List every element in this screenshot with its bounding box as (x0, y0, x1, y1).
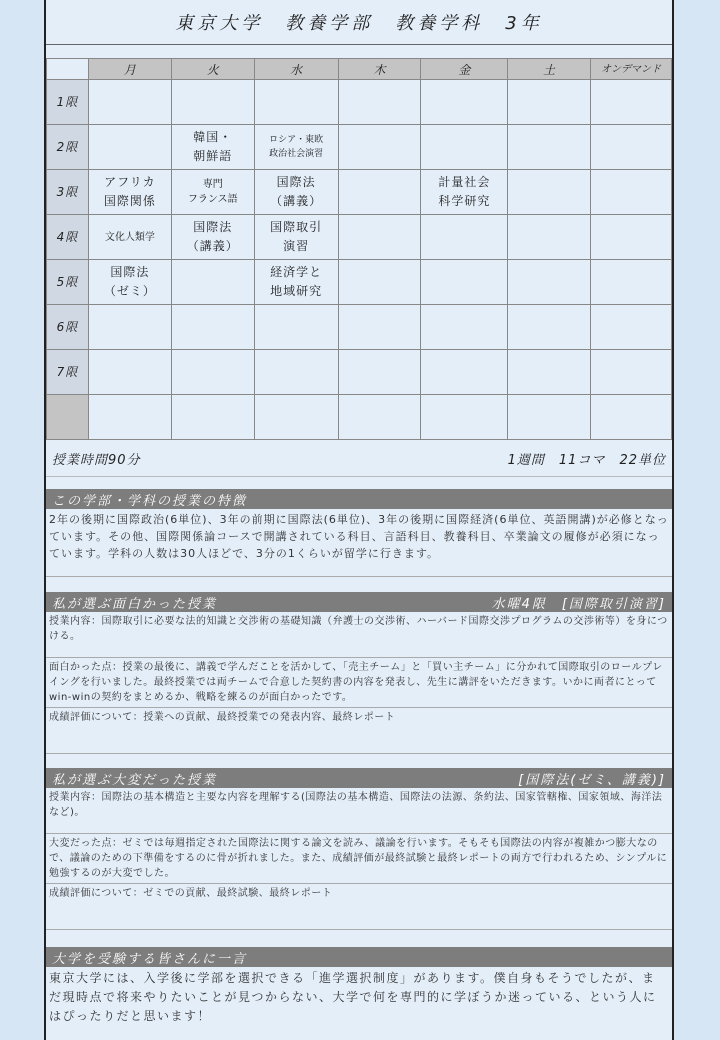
timetable-cell (171, 395, 254, 440)
timetable-cell (591, 260, 672, 305)
period-label: 1限 (47, 80, 89, 125)
timetable-cell (591, 215, 672, 260)
timetable-row (47, 350, 672, 395)
period-label: 5限 (47, 260, 89, 305)
timetable-cell (421, 350, 508, 395)
message-text: 東京大学には、入学後に学部を選択できる「進学選択制度」があります。僕自身もそうでしたが、まだ現時点で将来やりたいことが見つからない、大学で何を専門的に学ぼうか迷っている、という人にはぴったりだと思います！ (46, 967, 672, 1040)
period-label: 7限 (47, 350, 89, 395)
timetable-cell (591, 350, 672, 395)
period-label: 6限 (47, 305, 89, 350)
timetable-cell (508, 395, 591, 440)
timetable-cell (171, 80, 254, 125)
timetable-cell (421, 260, 508, 305)
hard-point: 大変だった点：ゼミでは毎週指定された国際法に関する論文を読み、議論を行います。そもそも国際法の内容が複雑かつ膨大なので、議論のための下準備をするのに骨が折れました。また、成績評価が最終試験と最終レポートの両方で行われるため、シンプルに勉強するのが大変でした。 (46, 834, 672, 884)
timetable-row (47, 260, 672, 305)
features-text: 2年の後期に国際政治(6単位)、3年の前期に国際法(6単位)、3年の後期に国際経済(6単位、英語開講)が必修となっています。その他、国際関係論コースで開講されている科目、言語科目、教養科目、卒業論文の履修が必須になっています。学科の人数は30人ほどで、3分の1くらいが留学に行きます。 (46, 509, 672, 577)
features-heading (46, 489, 672, 509)
weekly-load: 1週間 11コマ 22単位 (507, 452, 666, 468)
timetable-cell: 経済学と 地域研究 (254, 260, 338, 305)
page-title: 東京大学 教養学部 教養学科 3年 (46, 0, 672, 45)
timetable (46, 58, 672, 440)
timetable-cell (338, 170, 421, 215)
timetable-row (47, 305, 672, 350)
interesting-heading-text: 私が選ぶ面白かった授業 (52, 596, 218, 612)
timetable-cell: ロシア・東欧 政治社会演習 (254, 125, 338, 170)
timetable-cell (338, 395, 421, 440)
sheet (44, 0, 674, 1040)
day-header: 水 (254, 59, 338, 80)
timetable-cell (591, 395, 672, 440)
timetable-cell (88, 80, 171, 125)
message-heading-text: 大学を受験する皆さんに一言 (52, 951, 248, 967)
class-info (46, 440, 672, 477)
timetable-cell (421, 80, 508, 125)
period-label: 3限 (47, 170, 89, 215)
timetable-cell (338, 260, 421, 305)
timetable-row (47, 170, 672, 215)
day-header: オンデマンド (591, 59, 672, 80)
timetable-cell (508, 80, 591, 125)
timetable-cell (591, 80, 672, 125)
timetable-cell (88, 305, 171, 350)
timetable-cell (338, 215, 421, 260)
timetable-row (47, 125, 672, 170)
timetable-cell (171, 260, 254, 305)
day-header: 火 (171, 59, 254, 80)
timetable-row (47, 215, 672, 260)
timetable-cell: 韓国・ 朝鮮語 (171, 125, 254, 170)
timetable-cell: 国際取引 演習 (254, 215, 338, 260)
timetable-cell (591, 305, 672, 350)
timetable-cell (421, 395, 508, 440)
timetable-cell (508, 260, 591, 305)
timetable-cell (508, 350, 591, 395)
period-label: 4限 (47, 215, 89, 260)
message-heading (46, 947, 672, 967)
hard-heading-text: 私が選ぶ大変だった授業 (52, 772, 218, 788)
timetable-cell: 文化人類学 (88, 215, 171, 260)
timetable-row (47, 80, 672, 125)
hard-course: [国際法(ゼミ、講義)] (518, 772, 666, 788)
period-label (47, 395, 89, 440)
hard-heading (46, 768, 672, 788)
features-heading-text: この学部・学科の授業の特徴 (52, 493, 248, 509)
timetable-cell: 国際法 （講義） (171, 215, 254, 260)
timetable-cell (508, 170, 591, 215)
timetable-cell: 国際法 （ゼミ） (88, 260, 171, 305)
timetable-header (47, 59, 672, 80)
timetable-cell (421, 125, 508, 170)
timetable-cell (338, 80, 421, 125)
timetable-cell (421, 215, 508, 260)
interesting-content: 授業内容：国際取引に必要な法的知識と交渉術の基礎知識（弁護士の交渉術、ハーバード国際交渉プログラムの交渉術等）を身につける。 (46, 612, 672, 658)
timetable-cell (338, 125, 421, 170)
interesting-point: 面白かった点：授業の最後に、講義で学んだことを活かして、「売主チーム」と「買い主チーム」に分かれて国際取引のロールプレイングを行いました。最終授業では両チームで合意した契約書の内容を発表し、先生に講評をいただきます。いかに両者にとってwin-winの契約をまとめるか、戦略を練るのが面白かったです。 (46, 658, 672, 708)
day-header: 月 (88, 59, 171, 80)
interesting-course: 水曜4限 [国際取引演習] (491, 596, 666, 612)
timetable-cell (508, 305, 591, 350)
timetable-cell (254, 350, 338, 395)
timetable-cell (508, 125, 591, 170)
timetable-cell (254, 395, 338, 440)
timetable-cell (338, 350, 421, 395)
timetable-cell (171, 305, 254, 350)
timetable-cell (171, 350, 254, 395)
period-label: 2限 (47, 125, 89, 170)
timetable-cell (338, 305, 421, 350)
day-header: 金 (421, 59, 508, 80)
timetable-cell: 専門 フランス語 (171, 170, 254, 215)
timetable-cell (508, 215, 591, 260)
hard-grading: 成績評価について：ゼミでの貢献、最終試験、最終レポート (46, 884, 672, 930)
interesting-grading: 成績評価について：授業への貢献、最終授業での発表内容、最終レポート (46, 708, 672, 754)
hard-content: 授業内容：国際法の基本構造と主要な内容を理解する(国際法の基本構造、国際法の法源、条約法、国家管轄権、国家領域、海洋法など)。 (46, 788, 672, 834)
corner-cell (47, 59, 89, 80)
timetable-cell: 国際法 （講義） (254, 170, 338, 215)
timetable-row (47, 395, 672, 440)
timetable-cell (88, 125, 171, 170)
day-header: 木 (338, 59, 421, 80)
timetable-cell: アフリカ 国際関係 (88, 170, 171, 215)
timetable-cell (591, 125, 672, 170)
timetable-cell (254, 305, 338, 350)
timetable-cell (254, 80, 338, 125)
timetable-cell (88, 395, 171, 440)
timetable-cell (591, 170, 672, 215)
timetable-cell (88, 350, 171, 395)
interesting-heading (46, 592, 672, 612)
timetable-cell: 計量社会 科学研究 (421, 170, 508, 215)
day-header: 土 (508, 59, 591, 80)
class-time: 授業時間90分 (52, 452, 141, 468)
timetable-cell (421, 305, 508, 350)
